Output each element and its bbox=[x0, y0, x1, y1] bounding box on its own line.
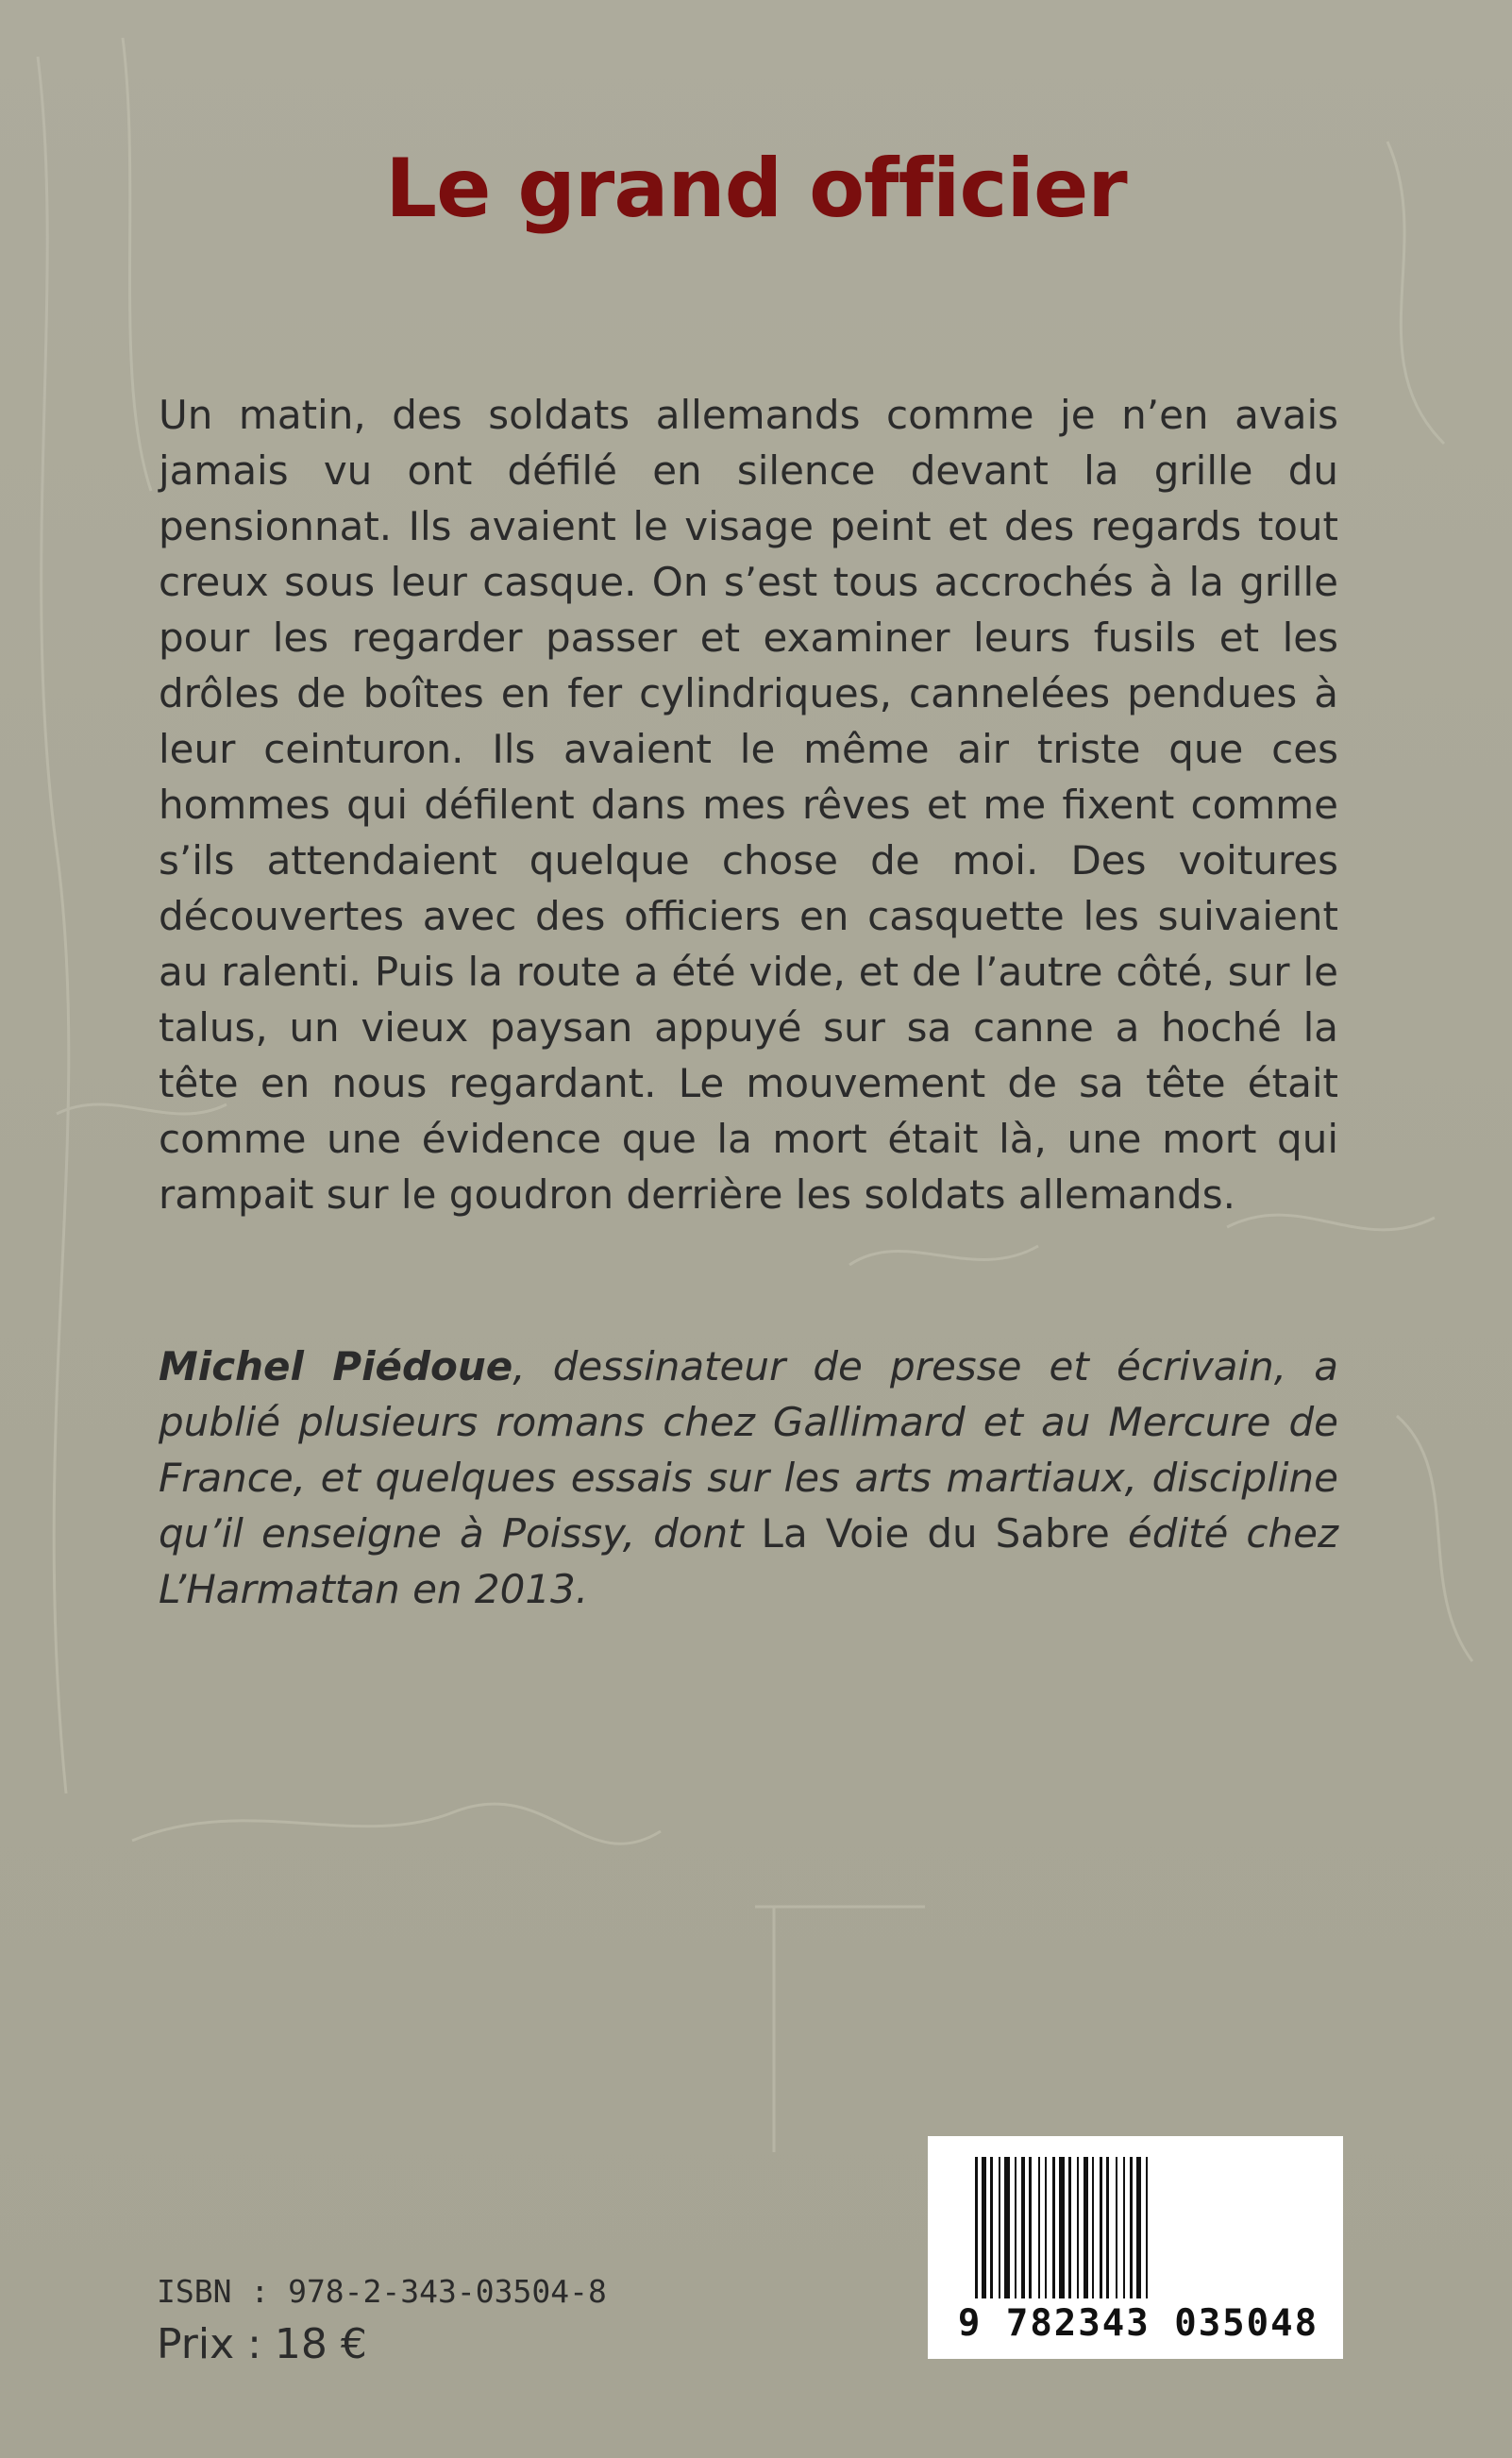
barcode-bar bbox=[1029, 2157, 1032, 2298]
barcode-bar bbox=[1092, 2157, 1094, 2298]
barcode-bar bbox=[1004, 2157, 1010, 2298]
barcode-bar bbox=[1084, 2157, 1088, 2298]
barcode bbox=[928, 2136, 1343, 2359]
price-label: Prix : 18 € bbox=[157, 2320, 367, 2368]
bio-text-part2: édité chez L’Harmattan en 2013. bbox=[159, 1510, 1338, 1612]
synopsis-paragraph: Un matin, des soldats allemands comme je n’en avais jamais vu ont défilé en silence devant la grille du pensionnat. Ils avaient le visage peint et des regards tout creux sous leur casque. On s’est tous accrochés à la grille pour les regarder passer et examiner leurs fusils et les drôles de boîtes en fer cylindriques, cannelées pendues à leur ceinturon. Ils avaient le même air triste que ces hommes qui défilent dans mes rêves et me fixent comme s’ils attendaient quelque chose de moi. Des voitures découvertes avec des officiers en casquette les suivaient au ralenti. Puis la route a été vide, et de l’autre côté, sur le talus, un vieux paysan appuyé sur sa canne a hoché la tête en nous regardant. Le mouvement de sa tête était comme une évidence que la mort était là, une mort qui rampait sur le goudron derrière les soldats allemands. bbox=[159, 392, 1338, 1218]
barcode-bar bbox=[975, 2157, 978, 2298]
barcode-bar bbox=[1136, 2157, 1141, 2298]
author-name: Michel Piédoue bbox=[159, 1343, 513, 1389]
barcode-bar bbox=[1106, 2157, 1109, 2298]
barcode-bar bbox=[1052, 2157, 1055, 2298]
barcode-bar bbox=[1015, 2157, 1016, 2298]
barcode-bar bbox=[1100, 2157, 1102, 2298]
barcode-bar bbox=[1045, 2157, 1047, 2298]
isbn-label: ISBN : 978-2-343-03504-8 bbox=[157, 2273, 607, 2310]
barcode-bar bbox=[1077, 2157, 1079, 2298]
book-title: Le grand officier bbox=[385, 142, 1127, 236]
barcode-bar bbox=[982, 2157, 986, 2298]
barcode-bar bbox=[1146, 2157, 1148, 2298]
barcode-bar bbox=[999, 2157, 1000, 2298]
bio-text-part1: , dessinateur de presse et écrivain, a publié plusieurs romans chez Gallimard et au Mercure de France, et quelques essais sur les arts martiaux, discipline qu’il enseigne à Poissy, dont bbox=[159, 1343, 1338, 1557]
barcode-bar bbox=[1059, 2157, 1065, 2298]
author-bio bbox=[159, 1338, 1338, 1617]
barcode-bar bbox=[1116, 2157, 1117, 2298]
barcode-digits: 9 782343 035048 bbox=[957, 2302, 1319, 2345]
barcode-bar bbox=[1130, 2157, 1133, 2298]
barcode-bar bbox=[1068, 2157, 1071, 2298]
barcode-bar bbox=[990, 2157, 993, 2298]
barcode-bar bbox=[1021, 2157, 1025, 2298]
bio-book-title: La Voie du Sabre bbox=[761, 1510, 1110, 1557]
barcode-bar bbox=[1038, 2157, 1040, 2298]
barcode-bar bbox=[1123, 2157, 1125, 2298]
